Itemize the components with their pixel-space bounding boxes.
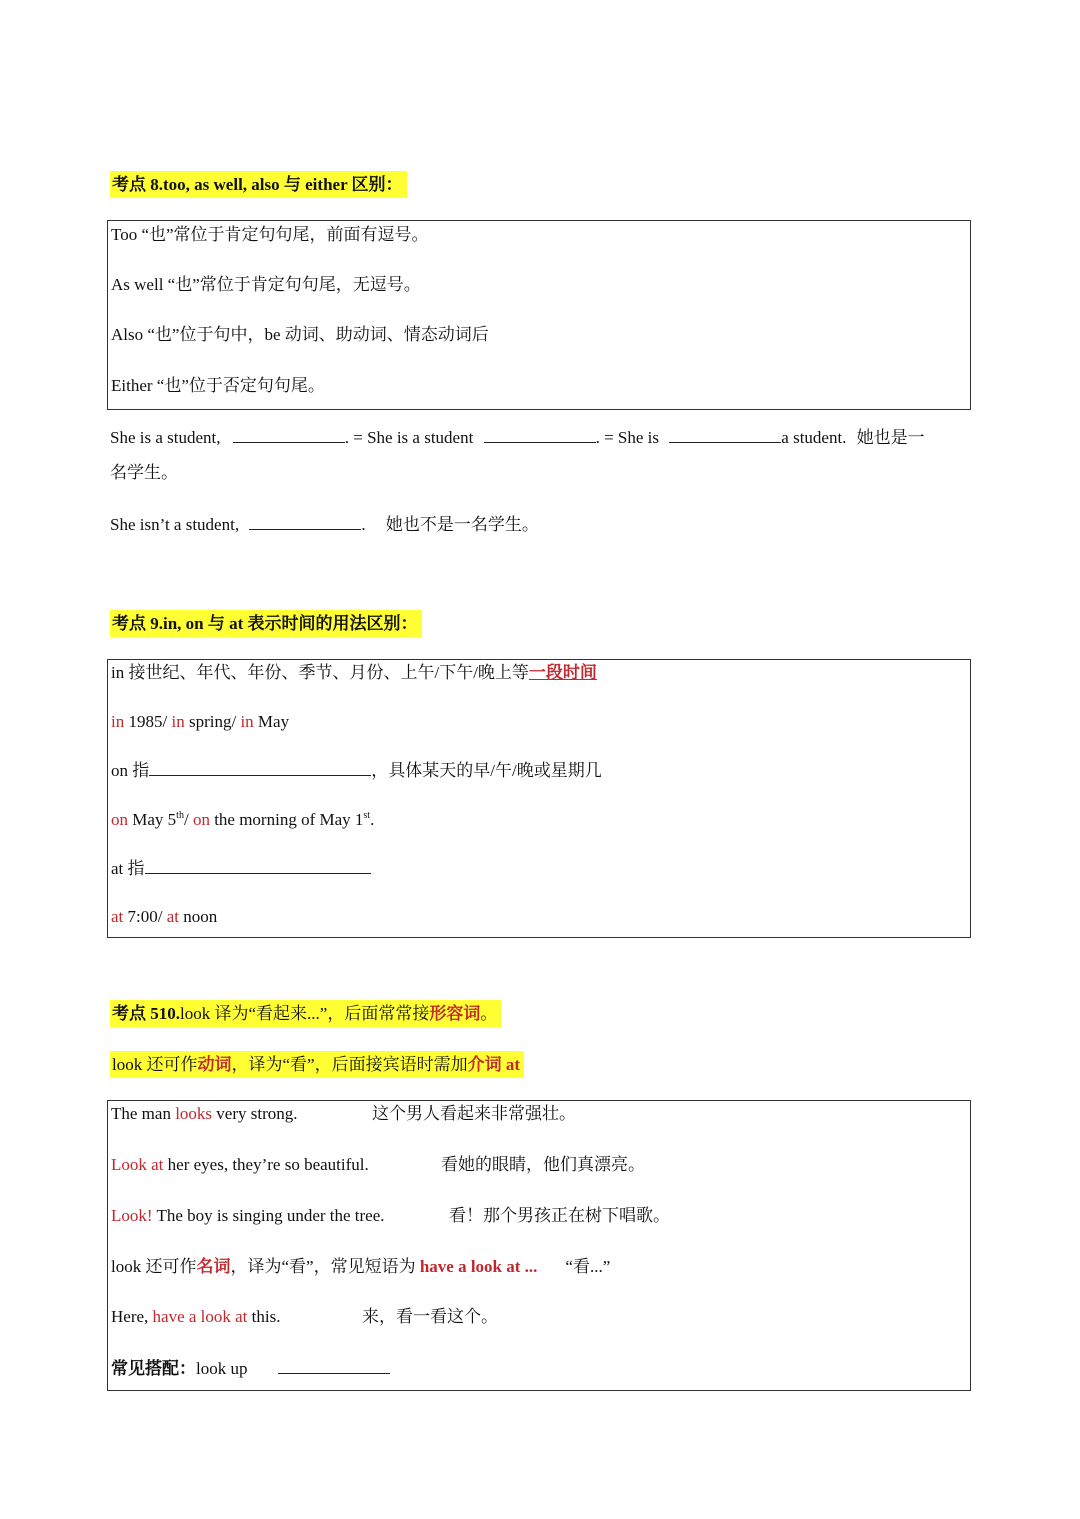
keyword-look: Look! (111, 1206, 153, 1225)
exercise-1-continued: 名学生。 (110, 463, 178, 482)
example-row-2-translation: 看她的眼睛，他们真漂亮。 (441, 1155, 645, 1174)
example-text: her eyes, they’re so beautiful. (163, 1155, 369, 1174)
exercise-2-translation: 她也不是一名学生。 (385, 515, 539, 534)
blank-look-up[interactable] (278, 1357, 390, 1374)
exercise-1-text: She is a student, (110, 428, 221, 447)
superscript: th (176, 810, 184, 821)
example-text: The boy is singing under the tree. (152, 1206, 385, 1225)
blank-on[interactable] (149, 759, 371, 776)
section-10-number: 考点 510. (112, 1004, 180, 1023)
example-text: Here, (111, 1307, 153, 1326)
example-translation: “看...” (565, 1257, 611, 1276)
rule-on (111, 759, 602, 782)
blank-as-well[interactable] (484, 426, 596, 443)
example-text: this. (247, 1307, 281, 1326)
rule-in-text: in 接世纪、年代、年份、季节、月份、上午/下午/晚上等 (111, 663, 529, 682)
example-row-5-translation: 来，看一看这个。 (362, 1307, 498, 1326)
section-8-heading: 考点 8.too, as well, also 与 either 区别： (110, 171, 407, 198)
exercise-1-text: . = She is a student (344, 428, 474, 447)
blank-at[interactable] (145, 857, 371, 874)
section-9-heading: 考点 9.in, on 与 at 表示时间的用法区别： (110, 610, 422, 637)
keyword-look-at: Look at (111, 1155, 164, 1174)
blank-either[interactable] (249, 513, 361, 530)
exercise-2-text: She isn’t a student, (110, 515, 240, 534)
keyword-on: on (192, 810, 210, 829)
keyword-in: in (240, 712, 254, 731)
superscript: st (363, 810, 371, 821)
example-text: / (183, 810, 193, 829)
example-row-4 (111, 1256, 610, 1278)
section-10-examples-box (107, 1100, 971, 1391)
blank-too[interactable] (233, 426, 345, 443)
example-at (111, 906, 217, 928)
keyword-noun: 名词 (196, 1257, 231, 1276)
section-9-rules-box (107, 659, 971, 938)
example-text: May 5 (128, 810, 177, 829)
keyword-at: at (166, 907, 180, 926)
rule-on-text: ，具体某天的早/午/晚或星期几 (371, 761, 602, 780)
example-text: The man (111, 1104, 176, 1123)
section-10-emphasis: 动词 (197, 1055, 232, 1074)
keyword-in: in (111, 712, 125, 731)
exercise-2-text: . (361, 515, 366, 534)
example-text: the morning of May 1 (209, 810, 364, 829)
example-text: look up (196, 1359, 248, 1378)
rule-in-emphasis: 一段时间 (528, 663, 597, 682)
example-in (111, 711, 289, 733)
exercise-1 (110, 426, 925, 449)
rule-on-text: on 指 (111, 761, 150, 780)
keyword-on: on (111, 810, 128, 829)
rule-also: Also “也”位于句中，be 动词、助动词、情态动词后 (111, 325, 489, 344)
example-text: . (370, 810, 375, 829)
example-text: ，译为“看”，常见短语为 (230, 1257, 420, 1276)
section-10-emphasis: 介词 at (467, 1055, 520, 1074)
section-10-text: look 译为“看起来...”，后面常常接 (180, 1004, 430, 1023)
keyword-looks: looks (175, 1104, 213, 1123)
example-row-1 (111, 1103, 298, 1125)
section-10-text: look 还可作 (112, 1055, 198, 1074)
exercise-1-text: a student. (781, 428, 847, 447)
example-row-1-translation: 这个男人看起来非常强壮。 (372, 1104, 576, 1123)
example-text: look 还可作 (111, 1257, 197, 1276)
example-text: 1985/ (124, 712, 172, 731)
section-10-text: 。 (480, 1004, 498, 1023)
section-10-emphasis: 形容词 (429, 1004, 481, 1023)
rule-at (111, 857, 371, 880)
rule-too: Too “也”常位于肯定句句尾，前面有逗号。 (111, 225, 429, 244)
keyword-have-a-look-at: have a look at ... (419, 1257, 538, 1276)
example-text: May (253, 712, 290, 731)
example-text: spring/ (184, 712, 241, 731)
keyword-have-a-look-at: have a look at (152, 1307, 248, 1326)
section-10-heading (110, 1000, 501, 1027)
example-text: noon (179, 907, 218, 926)
example-text: 7:00/ (123, 907, 167, 926)
example-row-5 (111, 1306, 280, 1328)
common-collocations-label: 常见搭配： (111, 1359, 196, 1378)
exercise-1-text: . = She is (595, 428, 660, 447)
example-row-3-translation: 看！那个男孩正在树下唱歌。 (449, 1206, 670, 1225)
rule-as-well: As well “也”常位于肯定句句尾，无逗号。 (111, 275, 421, 294)
section-10-text: ，译为“看”，后面接宾语时需加 (231, 1055, 468, 1074)
example-row-6 (111, 1357, 390, 1380)
section-10-subheading (110, 1051, 524, 1078)
example-on (111, 809, 374, 831)
section-8-rules-box (107, 220, 971, 410)
example-text: very strong. (212, 1104, 298, 1123)
example-row-3 (111, 1205, 385, 1227)
example-row-2 (111, 1154, 369, 1176)
exercise-1-translation: 她也是一 (856, 428, 925, 447)
keyword-in: in (171, 712, 185, 731)
rule-either: Either “也”位于否定句句尾。 (111, 376, 325, 395)
rule-at-text: at 指 (111, 859, 145, 878)
blank-also[interactable] (669, 426, 781, 443)
rule-in (111, 662, 597, 684)
keyword-at: at (111, 907, 124, 926)
exercise-2 (110, 513, 539, 536)
